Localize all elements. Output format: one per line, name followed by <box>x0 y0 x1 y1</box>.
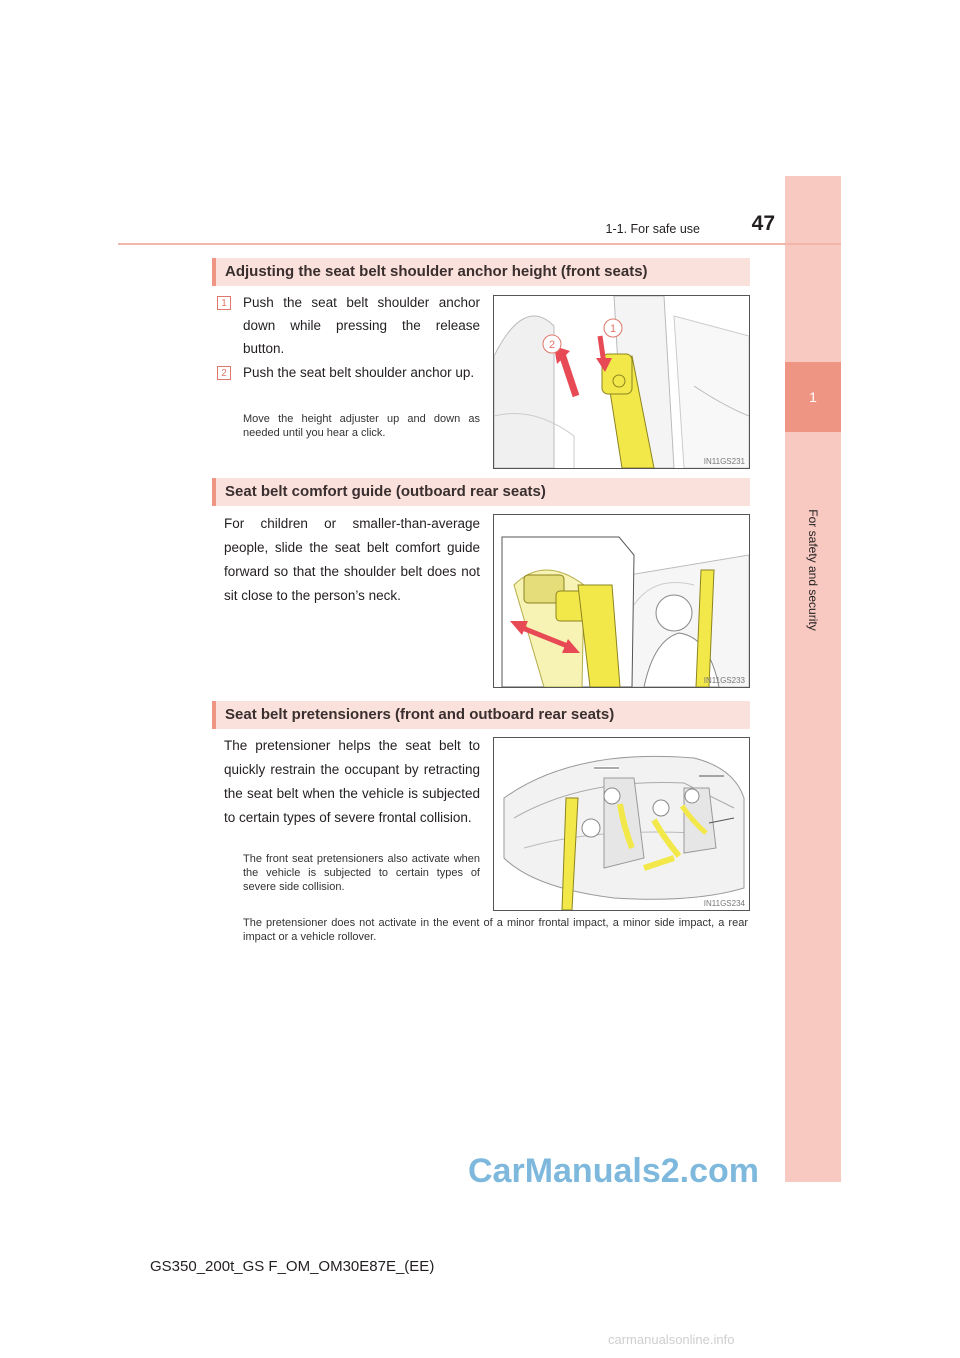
section-title: Adjusting the seat belt shoulder anchor height (front seats) <box>225 263 648 280</box>
section-title-bar <box>212 258 750 286</box>
step-number-badge: 1 <box>217 296 231 310</box>
document-code: GS350_200t_GS F_OM_OM30E87E_(EE) <box>150 1258 435 1275</box>
header-section-title: 1-1. For safe use <box>605 222 700 236</box>
figure-code: IN11GS231 <box>703 457 745 466</box>
callout-1: 1 <box>609 323 617 335</box>
note-text: Move the height adjuster up and down as needed until you hear a click. <box>243 413 480 439</box>
watermark-url: carmanualsonline.info <box>608 1332 735 1347</box>
step-text: Push the seat belt shoulder anchor down while pressing the release button. <box>243 295 480 356</box>
chapter-title: For safety and security <box>806 509 820 631</box>
body-text: For children or smaller-than-average people, slide the seat belt comfort guide forward so that the shoulder belt does not sit close to the person’s neck. <box>224 516 480 603</box>
step-number-badge: 2 <box>217 366 231 380</box>
comfort-guide-illustration <box>493 514 750 688</box>
section-title-bar <box>212 478 750 506</box>
step-text: Push the seat belt shoulder anchor up. <box>243 365 475 380</box>
section-title: Seat belt comfort guide (outboard rear seats) <box>225 483 546 500</box>
figure-code: IN11GS234 <box>703 899 745 908</box>
body-text: The pretensioner helps the seat belt to quickly restrain the occupant by retracting the seat belt when the vehicle is subjected to certain types of severe frontal collision. <box>224 738 480 825</box>
chapter-side-tab <box>785 176 841 1182</box>
page-number: 47 <box>751 212 775 235</box>
section-title-bar <box>212 701 750 729</box>
note-text: The front seat pretensioners also activate when the vehicle is subjected to certain types of severe side collision. <box>243 853 480 893</box>
shoulder-anchor-illustration <box>493 295 750 469</box>
section-title: Seat belt pretensioners (front and outboard rear seats) <box>225 706 615 723</box>
header-divider <box>118 243 841 245</box>
callout-2: 2 <box>548 339 556 351</box>
figure-code: IN11GS233 <box>703 676 745 685</box>
watermark-logo: CarManuals2.com <box>468 1152 759 1190</box>
chapter-number: 1 <box>785 362 841 432</box>
pretensioner-illustration <box>493 737 750 911</box>
note-text-2: The pretensioner does not activate in the event of a minor frontal impact, a minor side impact, a rear impact or a vehicle rollover. <box>243 917 748 943</box>
